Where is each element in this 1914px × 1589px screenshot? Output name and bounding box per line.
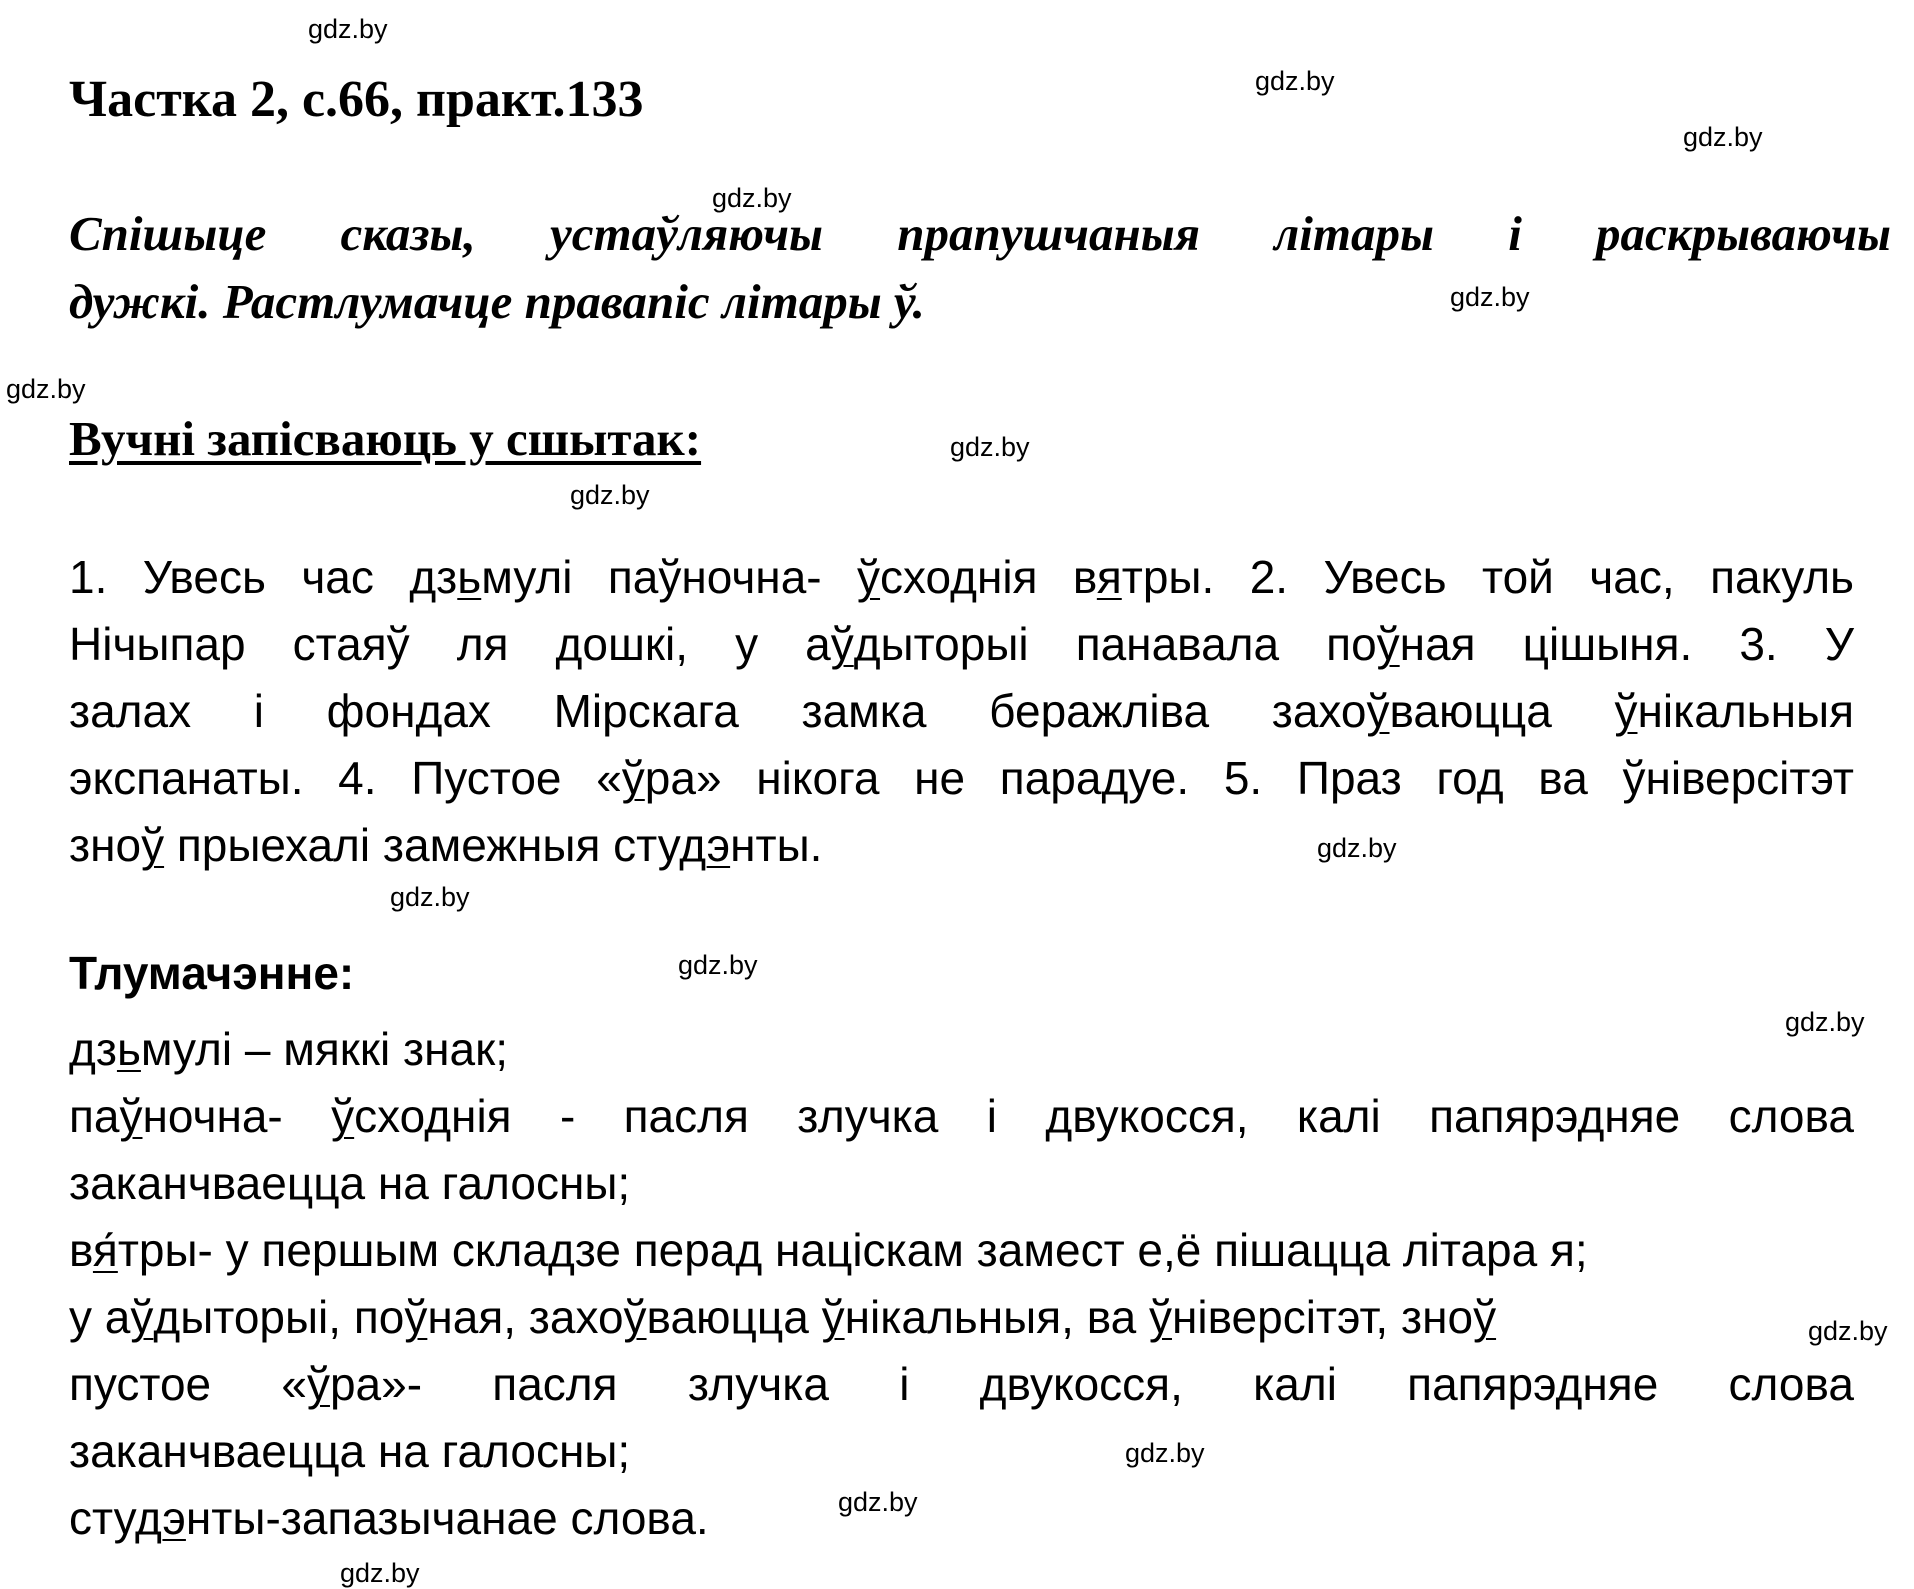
explanation-text bbox=[69, 1016, 1854, 1552]
answer-line: 1. Увесь час дзьмулі паўночна- ўсходнія вятры. 2. Увесь той час, пакуль bbox=[69, 551, 1854, 603]
task-line: Спішыце сказы, устаўляючы прапушчаныя літары і раскрываючы bbox=[69, 206, 1891, 261]
explanation-line: заканчваецца на галосны; bbox=[69, 1157, 631, 1209]
answer-line: зноў прыехалі замежныя студэнты. bbox=[69, 819, 823, 871]
watermark: gdz.by bbox=[1255, 66, 1335, 96]
watermark: gdz.by bbox=[950, 432, 1030, 462]
explanation-line: паўночна- ўсходнія - пасля злучка і двукосся, калі папярэдняе слова bbox=[69, 1090, 1855, 1142]
watermark: gdz.by bbox=[1683, 122, 1763, 152]
explanation-line: заканчваецца на галосны; bbox=[69, 1425, 631, 1477]
watermark: gdz.by bbox=[6, 374, 86, 404]
explanation-title: Тлумачэнне: bbox=[69, 947, 355, 999]
answer-line: экспанаты. 4. Пустое «ўра» нікога не парадуе. 5. Праз год ва ўніверсітэт bbox=[69, 752, 1855, 804]
answer-text bbox=[69, 544, 1854, 879]
watermark: gdz.by bbox=[340, 1558, 420, 1588]
watermark: gdz.by bbox=[308, 14, 388, 44]
watermark: gdz.by bbox=[1808, 1316, 1888, 1346]
explanation-line: студэнты-запазычанае слова. bbox=[69, 1492, 709, 1544]
watermark: gdz.by bbox=[838, 1487, 918, 1517]
answer-line: залах і фондах Мірскага замка беражліва захоўваюцца ўнікальныя bbox=[69, 685, 1855, 737]
watermark: gdz.by bbox=[390, 882, 470, 912]
watermark: gdz.by bbox=[1785, 1007, 1865, 1037]
watermark: gdz.by bbox=[678, 950, 758, 980]
task-statement bbox=[69, 200, 1891, 336]
explanation-line: у аўдыторыі, поўная, захоўваюцца ўнікальныя, ва ўніверсітэт, зноў bbox=[69, 1291, 1497, 1343]
section-heading: Вучні запісваюць у сшытак: bbox=[69, 411, 702, 466]
watermark: gdz.by bbox=[570, 480, 650, 510]
watermark: gdz.by bbox=[1125, 1438, 1205, 1468]
task-line: дужкі. Растлумачце правапіс літары ў. bbox=[69, 274, 925, 329]
explanation-line: пустое «ўра»- пасля злучка і двукосся, калі папярэдняе слова bbox=[69, 1358, 1854, 1410]
explanation-line: вя́тры- у першым складзе перад націскам замест е,ё пішацца літара я; bbox=[69, 1224, 1588, 1276]
answer-line: Нічыпар стаяў ля дошкі, у аўдыторыі панавала поўная цішыня. 3. У bbox=[69, 618, 1854, 670]
explanation-line: дзьмулі – мяккі знак; bbox=[69, 1023, 509, 1075]
watermark: gdz.by bbox=[1317, 833, 1397, 863]
watermark: gdz.by bbox=[1450, 282, 1530, 312]
watermark: gdz.by bbox=[712, 183, 792, 213]
page-title: Частка 2, с.66, практ.133 bbox=[69, 71, 644, 128]
